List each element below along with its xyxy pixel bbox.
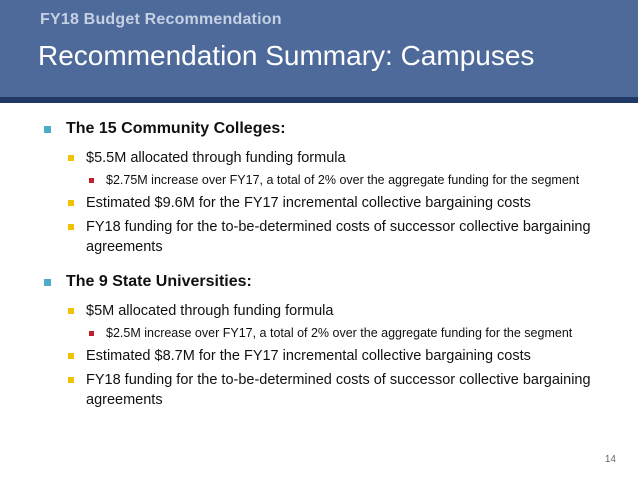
square-bullet-icon bbox=[89, 331, 94, 336]
square-bullet-icon bbox=[89, 178, 94, 183]
list-item bbox=[0, 346, 638, 366]
slide-content bbox=[0, 118, 638, 410]
section-heading-state-universities bbox=[0, 271, 638, 293]
slide-supertitle: FY18 Budget Recommendation bbox=[40, 11, 282, 28]
slide-header bbox=[0, 0, 638, 103]
square-bullet-icon bbox=[44, 279, 51, 286]
slide-title: Recommendation Summary: Campuses bbox=[38, 40, 535, 71]
sub-list-item-text: $2.75M increase over FY17, a total of 2% over the aggregate funding for the segment bbox=[106, 173, 580, 187]
list-item bbox=[0, 370, 638, 410]
section-heading-text: The 15 Community Colleges: bbox=[66, 120, 286, 137]
list-item bbox=[0, 217, 638, 257]
list-item bbox=[0, 193, 638, 213]
sub-list-item bbox=[0, 172, 638, 189]
section-heading-text: The 9 State Universities: bbox=[66, 273, 252, 290]
square-bullet-icon bbox=[68, 200, 74, 206]
list-item bbox=[0, 301, 638, 321]
square-bullet-icon bbox=[68, 155, 74, 161]
square-bullet-icon bbox=[44, 126, 51, 133]
list-item-text: $5M allocated through funding formula bbox=[86, 303, 334, 319]
sub-list-item bbox=[0, 325, 638, 342]
sub-list-item-text: $2.5M increase over FY17, a total of 2% over the aggregate funding for the segment bbox=[106, 326, 573, 340]
list-item bbox=[0, 148, 638, 168]
list-item-text: FY18 funding for the to-be-determined costs of successor collective bargaining agreements bbox=[86, 372, 591, 408]
list-item-text: Estimated $9.6M for the FY17 incremental collective bargaining costs bbox=[86, 195, 531, 211]
square-bullet-icon bbox=[68, 224, 74, 230]
list-item-text: FY18 funding for the to-be-determined costs of successor collective bargaining agreements bbox=[86, 219, 591, 255]
page-number: 14 bbox=[604, 454, 616, 465]
square-bullet-icon bbox=[68, 377, 74, 383]
square-bullet-icon bbox=[68, 308, 74, 314]
square-bullet-icon bbox=[68, 353, 74, 359]
list-item-text: $5.5M allocated through funding formula bbox=[86, 150, 346, 166]
header-divider bbox=[0, 97, 638, 103]
section-heading-community-colleges bbox=[0, 118, 638, 140]
list-item-text: Estimated $8.7M for the FY17 incremental collective bargaining costs bbox=[86, 348, 531, 364]
